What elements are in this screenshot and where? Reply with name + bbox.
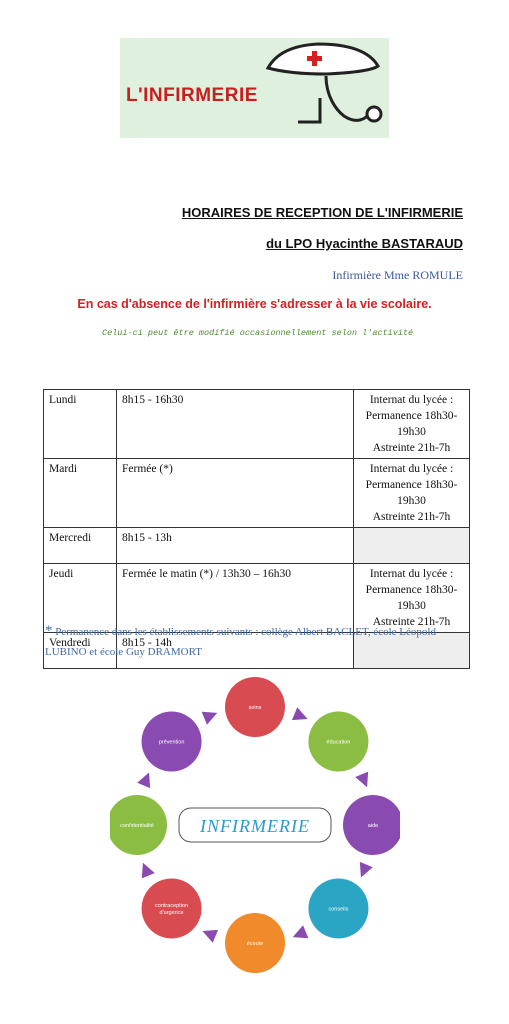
cycle-node-label: contraception [155, 902, 189, 909]
boarding-line: Permanence 18h30-19h30 [365, 410, 458, 438]
schedule-note: Celui-ci peut être modifié occasionnellement selon l'activité [102, 328, 414, 338]
table-row [44, 528, 470, 564]
cycle-arrow [137, 770, 155, 788]
boarding-line: Permanence 18h30-19h30 [365, 479, 458, 507]
cycle-node-label: prévention [158, 739, 185, 746]
boarding-line: Permanence 18h30-19h30 [365, 584, 458, 612]
absence-notice: En cas d'absence de l'infirmière s'adresser à la vie scolaire. [77, 297, 432, 311]
boarding-cell [354, 459, 470, 528]
table-row [44, 459, 470, 528]
cycle-node-label: aide [367, 823, 379, 829]
cycle-node-label: d'urgence [159, 909, 184, 916]
boarding-line: Internat du lycée : [369, 463, 454, 475]
hours-cell: Fermée le matin (*) / 13h30 – 16h30 [117, 564, 354, 633]
boarding-line: Internat du lycée : [369, 568, 454, 580]
day-cell: Mardi [44, 459, 117, 528]
boarding-line: Internat du lycée : [369, 394, 454, 406]
cycle-arrow [202, 706, 220, 724]
day-cell: Lundi [44, 390, 117, 459]
footnote-star: * [45, 623, 53, 639]
boarding-cell [354, 390, 470, 459]
cycle-arrow [136, 860, 154, 878]
day-cell: Mercredi [44, 528, 117, 564]
nurse-name: Infirmière Mme ROMULE [332, 268, 463, 282]
table-row [44, 390, 470, 459]
boarding-line: Astreinte 21h-7h [372, 442, 451, 454]
cycle-arrow [200, 924, 218, 942]
hours-cell: 8h15 - 14h [117, 633, 354, 669]
cycle-arrow [290, 925, 308, 943]
cycle-node-label: soins [248, 705, 262, 711]
footnote [45, 621, 475, 662]
page-subtitle: du LPO Hyacinthe BASTARAUD [266, 236, 463, 251]
day-cell: Vendredi [44, 633, 117, 669]
cycle-arrow [354, 862, 372, 880]
cycle-node-label: éducation [326, 739, 351, 746]
cycle-node-label: écoute [246, 941, 264, 947]
cycle-node-label: conseils [328, 906, 349, 913]
cycle-arrow [292, 707, 310, 725]
boarding-line: Astreinte 21h-7h [372, 616, 451, 628]
hours-cell: 8h15 - 13h [117, 528, 354, 564]
footnote-text: Permanence dans les établissements suivants : collège Albert BACLET, école Léopold LUBINO et école Guy DRAMORT [45, 626, 436, 658]
center-label: INFIRMERIE [200, 816, 310, 836]
hours-cell: 8h15 - 16h30 [117, 390, 354, 459]
boarding-line: Astreinte 21h-7h [372, 511, 451, 523]
boarding-cell-empty [354, 528, 470, 564]
cycle-arrow [355, 772, 373, 790]
day-cell: Jeudi [44, 564, 117, 633]
page-title: HORAIRES DE RECEPTION DE L'INFIRMERIE [181, 205, 463, 220]
logo-text: L'INFIRMERIE [126, 85, 258, 106]
cycle-node-label: confidentialité [120, 823, 154, 829]
hours-cell: Fermée (*) [117, 459, 354, 528]
infirmerie-logo [120, 38, 389, 138]
infirmerie-cycle-diagram [110, 675, 400, 975]
